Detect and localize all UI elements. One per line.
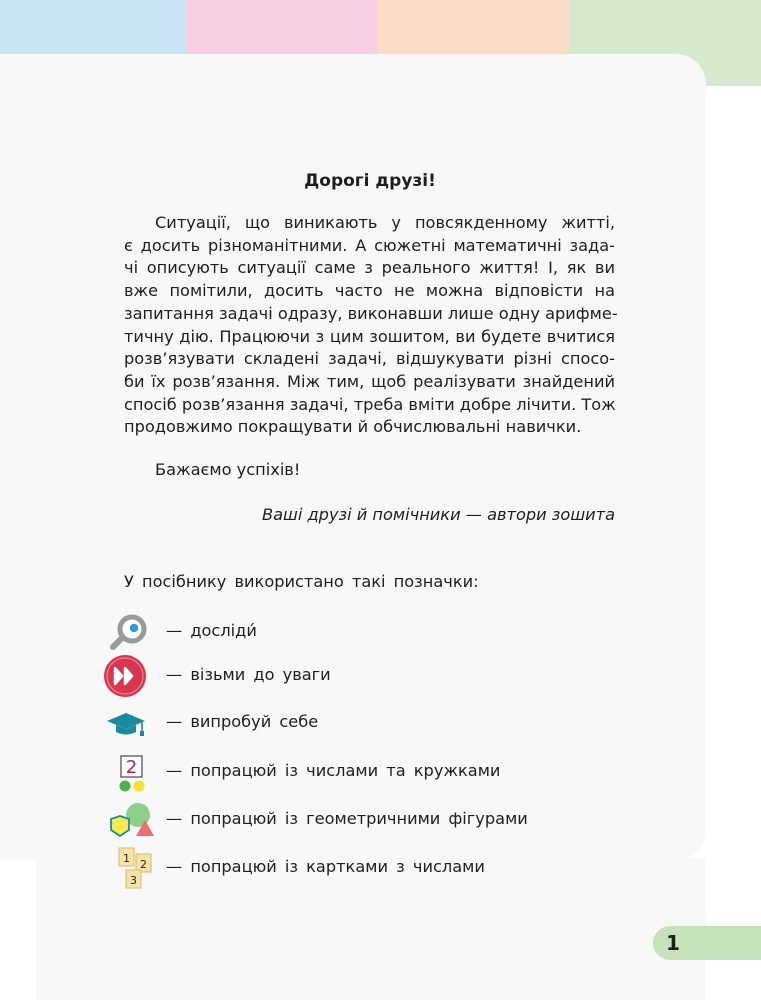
card-label: 2	[140, 858, 147, 871]
legend-item-text: — випробуй себе	[166, 712, 319, 731]
digit-label: 2	[125, 757, 138, 778]
intro-line: є досить різноманітними. А сюжетні математичні зада-	[124, 235, 615, 255]
page-title: Дорогі друзі!	[304, 171, 436, 191]
graduation-cap-icon	[104, 701, 156, 745]
intro-line: вже помітили, досить часто не можна відповісти на	[124, 281, 615, 301]
number-cards-icon	[104, 846, 156, 890]
legend-item-test	[104, 701, 584, 745]
legend-title: У посібнику використано такі позначки:	[124, 572, 479, 591]
intro-line: продовжимо покращувати й обчислювальні навички.	[124, 417, 582, 437]
legend-item-shapes	[104, 798, 584, 842]
legend-item-text: — візьми до уваги	[166, 665, 331, 684]
legend-item-cards	[104, 846, 584, 890]
geometric-shapes-icon	[104, 798, 156, 842]
wish-text: Бажаємо успіхів!	[155, 460, 301, 479]
legend-item-text: — попрацюй із числами та кружками	[166, 761, 501, 780]
intro-paragraph	[124, 212, 618, 439]
intro-line: запитання задачі одразу, виконавши лише одну арифме-	[124, 303, 618, 323]
magnifier-icon	[104, 610, 156, 654]
intro-line: спосіб розв’язання задачі, треба вміти добре лічити. Тож	[124, 394, 616, 414]
number-circles-icon	[104, 750, 156, 794]
legend-item-text: — попрацюй із картками з числами	[166, 857, 485, 876]
page-number-tab	[653, 926, 761, 960]
intro-line: чі описують ситуації саме з реального життя! І, як ви	[124, 258, 615, 278]
header-stripe-peach	[378, 0, 570, 54]
double-chevron-icon	[104, 654, 156, 698]
intro-line: розв’язувати складені задачі, відшукувати різні спосо-	[124, 349, 615, 369]
intro-line: тичну дію. Працюючи з цим зошитом, ви будете вчитися	[124, 326, 615, 346]
page-number: 1	[666, 931, 680, 955]
card-label: 3	[130, 874, 137, 887]
intro-line: би їх розв’язання. Між тим, щоб реалізувати знайдений	[124, 371, 615, 391]
header-stripe-pink	[186, 0, 378, 54]
legend-item-text: — попрацюй із геометричними фігурами	[166, 809, 528, 828]
legend-item-note	[104, 654, 584, 698]
signature: Ваші друзі й помічники — автори зошита	[261, 505, 615, 524]
header-stripe-blue	[0, 0, 186, 54]
intro-line: Ситуації, що виникають у повсякденному житті,	[155, 213, 615, 232]
legend-item-numbers-circles	[104, 750, 584, 794]
legend-item-text: — досліди́	[166, 621, 257, 640]
card-label: 1	[123, 852, 130, 865]
legend-item-explore	[104, 610, 584, 654]
